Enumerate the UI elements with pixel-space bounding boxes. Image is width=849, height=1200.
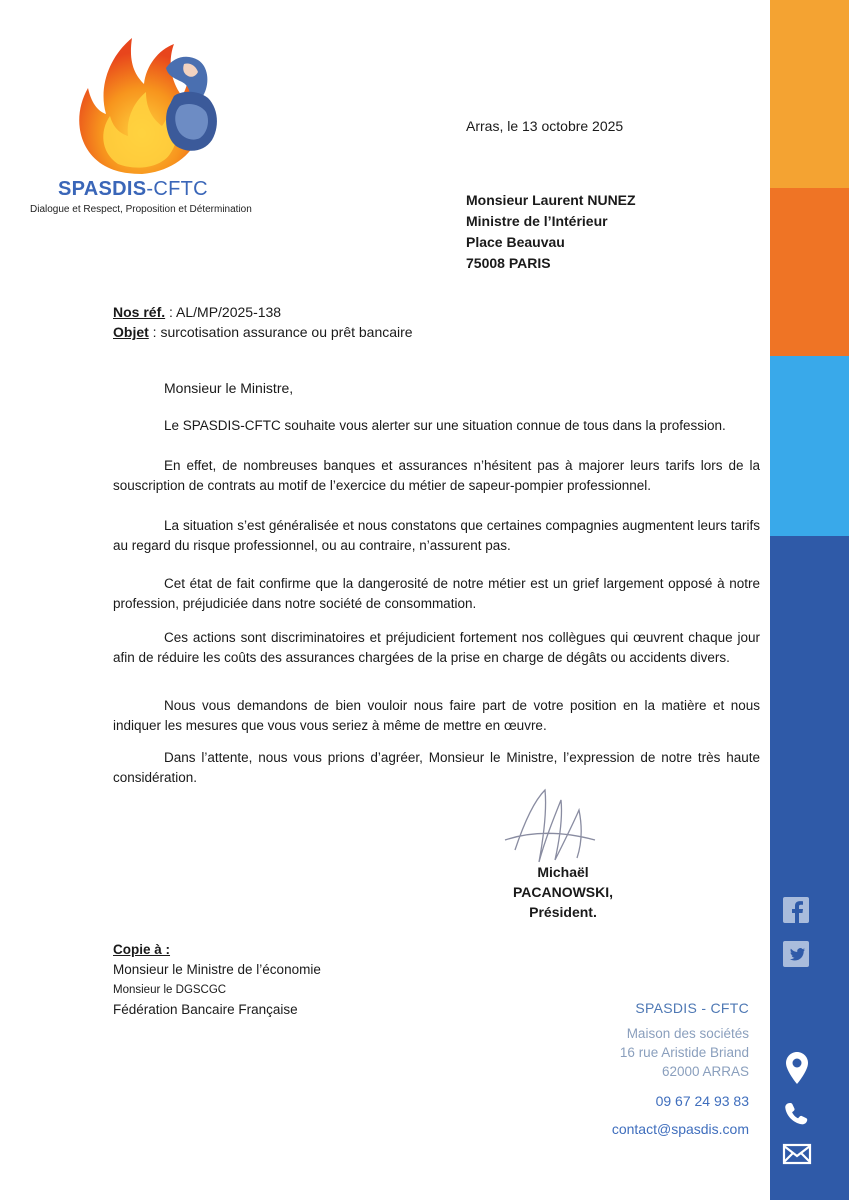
copies-block: [113, 940, 321, 1020]
footer-address-line: Maison des sociétés: [626, 1026, 749, 1041]
recipient-city: 75008 PARIS: [466, 255, 551, 271]
recipient-block: [466, 190, 636, 274]
reference-block: [113, 302, 413, 342]
copy-recipient: Monsieur le Ministre de l’économie: [113, 962, 321, 977]
copies-heading: Copie à :: [113, 942, 171, 957]
reference-label: Nos réf.: [113, 304, 166, 320]
facebook-icon[interactable]: [782, 896, 812, 926]
signer-name: Michaël PACANOWSKI,: [512, 864, 614, 900]
body-paragraph: La situation s’est généralisée et nous constatons que certaines compagnies augmentent leurs tarifs au regard du risque professionnel, ou au contraire, n’assurent pas.: [113, 518, 760, 553]
footer-address-line: 16 rue Aristide Briand: [619, 1045, 749, 1060]
location-pin-icon: [782, 1050, 812, 1086]
copy-recipient: Monsieur le DGSCGC: [113, 984, 227, 996]
recipient-street: Place Beauvau: [466, 234, 565, 250]
body-paragraph: Ces actions sont discriminatoires et préjudicient fortement nos collègues qui œuvrent chaque jour afin de réduire les coûts des assurances chargées de la prise en charge de dégâts ou accidents divers.: [113, 630, 760, 665]
signer-title: Président.: [529, 904, 597, 920]
brand-tagline: Dialogue et Respect, Proposition et Détermination: [30, 204, 252, 215]
footer-address-line: 62000 ARRAS: [661, 1064, 749, 1079]
phone-icon: [782, 1100, 812, 1130]
footer-email-link[interactable]: contact@spasdis.com: [611, 1121, 749, 1137]
body-paragraph: En effet, de nombreuses banques et assurances n’hésitent pas à majorer leurs tarifs lors de la souscription de contrats au motif de l’exercice du métier de sapeur-pompier professionnel.: [113, 458, 760, 493]
side-band-yellow: [770, 0, 849, 188]
recipient-name: Monsieur Laurent NUNEZ: [466, 192, 636, 208]
salutation: Monsieur le Ministre,: [164, 380, 294, 396]
signer-block: [488, 862, 638, 922]
letter-date: Arras, le 13 octobre 2025: [466, 118, 624, 134]
footer-contact: [612, 1000, 749, 1137]
body-paragraph: Le SPASDIS-CFTC souhaite vous alerter sur une situation connue de tous dans la profession.: [164, 418, 726, 433]
handwritten-signature: [495, 780, 615, 870]
footer-phone[interactable]: 09 67 24 93 83: [655, 1093, 749, 1109]
body-paragraph: Dans l’attente, nous vous prions d’agréer, Monsieur le Ministre, l’expression de notre très haute considération.: [113, 750, 760, 785]
recipient-title: Ministre de l’Intérieur: [466, 213, 608, 229]
body-paragraph: Cet état de fait confirme que la dangerosité de notre métier est un grief largement opposé à notre profession, préjudiciée dans notre société de consommation.: [113, 576, 760, 611]
reference-value: : AL/MP/2025-138: [165, 304, 282, 320]
twitter-icon[interactable]: [782, 940, 812, 970]
brand-name: SPASDIS-CFTC: [58, 178, 208, 200]
body-paragraph: Nous vous demandons de bien vouloir nous faire part de votre position en la matière et nous indiquer les mesures que vous vous seriez à même de mettre en œuvre.: [113, 698, 760, 733]
footer-org: SPASDIS - CFTC: [635, 1000, 749, 1016]
side-band-light-blue: [770, 356, 849, 536]
object-value: : surcotisation assurance ou prêt bancaire: [148, 324, 413, 340]
side-band-orange: [770, 188, 849, 356]
mail-icon: [782, 1142, 812, 1166]
object-label: Objet: [113, 324, 149, 340]
copy-recipient: Fédération Bancaire Française: [113, 1002, 298, 1017]
spasdis-logo-icon: [70, 26, 230, 176]
